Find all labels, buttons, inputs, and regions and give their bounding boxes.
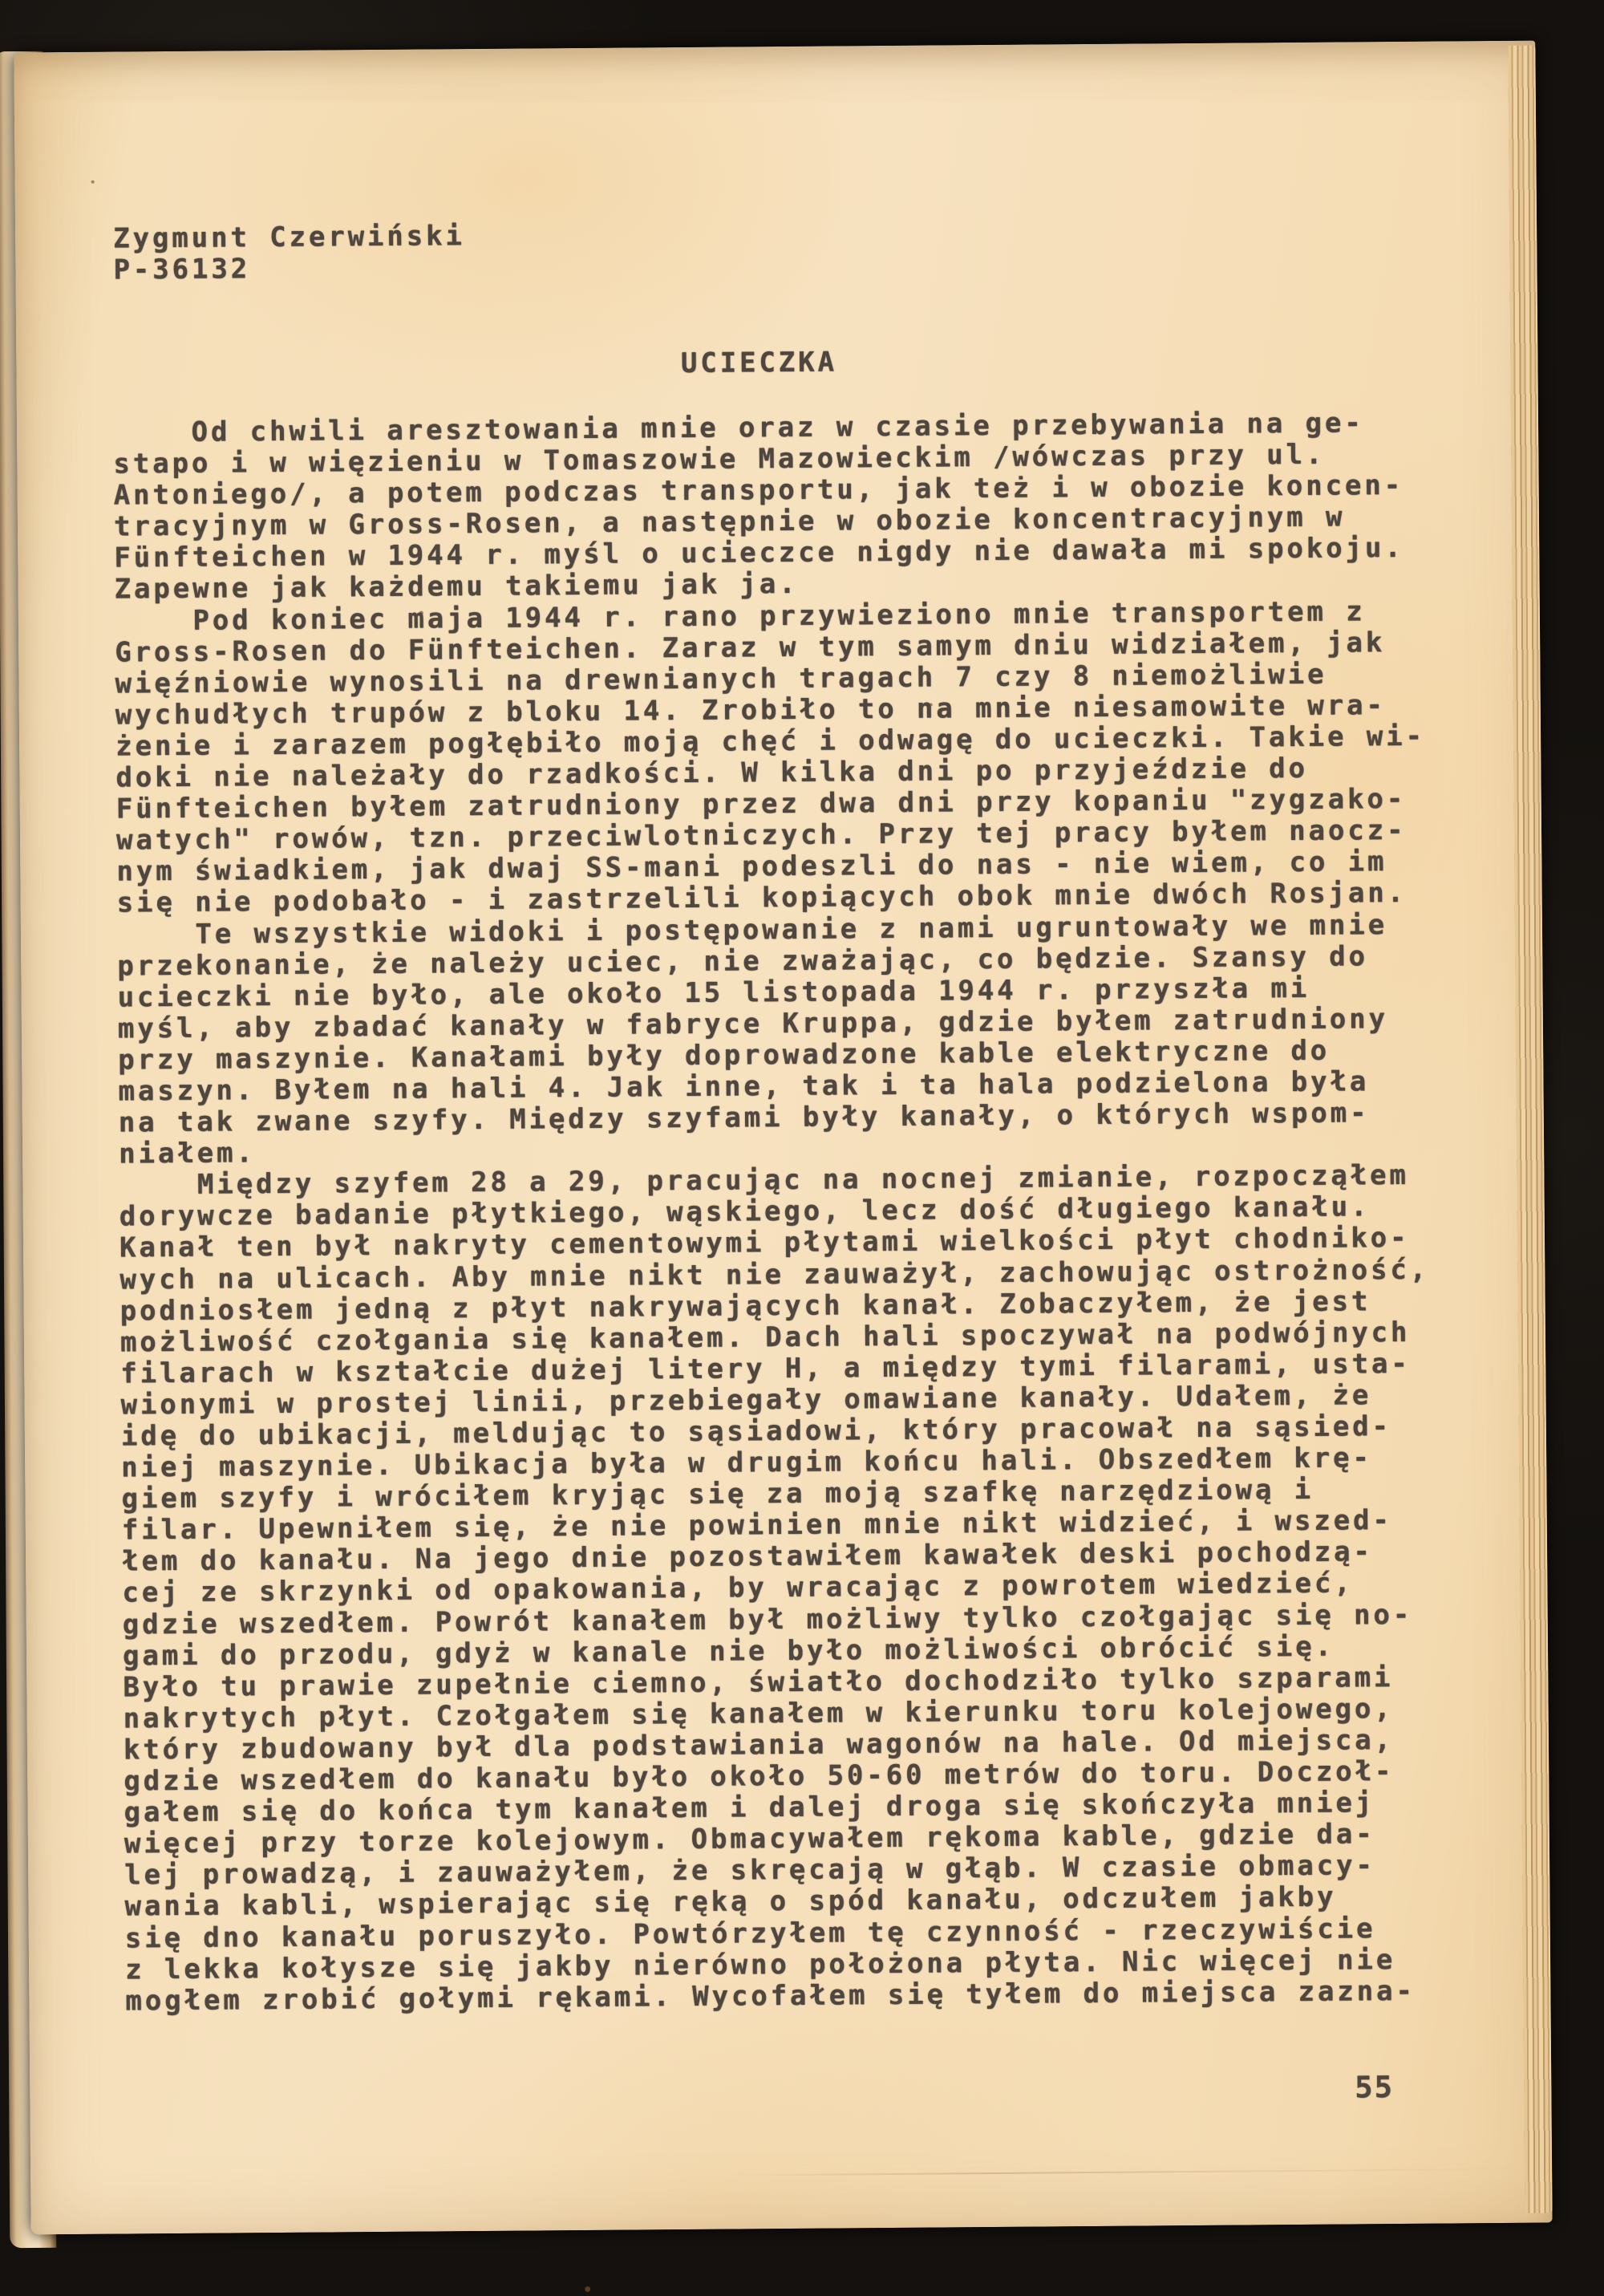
page-title: UCIECZKA bbox=[680, 346, 838, 379]
paper-speck bbox=[585, 2286, 590, 2292]
prisoner-number: P-36132 bbox=[113, 253, 251, 286]
paper-crease bbox=[731, 2168, 1521, 2176]
body-text: Od chwili aresztowania mnie oraz w czasie przebywania na ge- stapo i w więzieniu w Tomaszowie Mazowieckim /wówczas przy ul. Antoniego/, a potem podczas transportu, jak też i w obozie koncen- tracyjnym w Gross-Rosen, a następnie w obozie koncentracyjnym w Fünfteichen w 1944 r. myśl o ucieczce nigdy nie dawała mi spokoju. Zapewne jak każdemu takiemu jak ja. Pod koniec maja 1944 r. rano przywieziono mnie transportem z Gross-Rosen do Fünfteichen. Zaraz w tym samym dniu widziałem, jak więźniowie wynosili na drewnianych tragach 7 czy 8 niemożliwie wychudłych trupów z bloku 14. Zrobiło to na mnie niesamowite wra- żenie i zarazem pogłębiło moją chęć i odwagę do ucieczki. Takie wi- doki nie należały do rzadkości. W kilka dni po przyjeździe do Fünfteichen byłem zatrudniony przez dwa dni przy kopaniu "zygzako- watych" rowów, tzn. przeciwlotniczych. Przy tej pracy byłem naocz- nym świadkiem, jak dwaj SS-mani podeszli do nas - nie wiem, co im się nie podobało - i zastrzelili kopiących obok mnie dwóch Rosjan. Te wszystkie widoki i postępowanie z nami ugruntowały we mnie przekonanie, że należy uciec, nie zważając, co będzie. Szansy do ucieczki nie było, ale około 15 listopada 1944 r. przyszła mi myśl, aby zbadać kanały w fabryce Kruppa, gdzie byłem zatrudniony przy maszynie. Kanałami były doprowadzone kable elektryczne do maszyn. Byłem na hali 4. Jak inne, tak i ta hala podzielona była na tak zwane szyfy. Między szyfami były kanały, o których wspom- niałem. Między szyfem 28 a 29, pracując na nocnej zmianie, rozpocząłem dorywcze badanie płytkiego, wąskiego, lecz dość długiego kanału. Kanał ten był nakryty cementowymi płytami wielkości płyt chodniko- wych na ulicach. Aby mnie nikt nie zauważył, zachowując ostrożność, podniosłem jedną z płyt nakrywających kanał. Zobaczyłem, że jest możliwość czołgania się kanałem. Dach hali spoczywał na podwójnych filarach w kształcie dużej litery H, a między tymi filarami, usta- wionymi w prostej linii, przebiegały omawiane kanały. Udałem, że idę do ubikacji, meldując to sąsiadowi, który pracował na sąsied- niej maszynie. Ubikacja była w drugim końcu hali. Obszedłem krę- giem szyfy i wróciłem kryjąc się za moją szafkę narzędziową i filar. Upewniłem się, że nie powinien mnie nikt widzieć, i wszed- łem do kanału. Na jego dnie pozostawiłem kawałek deski pochodzą- cej ze skrzynki od opakowania, by wracając z powrotem wiedzieć, gdzie wszedłem. Powrót kanałem był możliwy tylko czołgając się no- gami do przodu, gdyż w kanale nie było możliwości obrócić się. Było tu prawie zupełnie ciemno, światło dochodziło tylko szparami nakrytych płyt. Czołgałem się kanałem w kierunku toru kolejowego, który zbudowany był dla podstawiania wagonów na hale. Od miejsca, gdzie wszedłem do kanału było około 50-60 metrów do toru. Doczoł- gałem się do końca tym kanałem i dalej droga się skończyła mniej więcej przy torze kolejowym. Obmacywałem rękoma kable, gdzie da- lej prowadzą, i zauważyłem, że skręcają w głąb. W czasie obmacy- wania kabli, wspierając się ręką o spód kanału, odczułem jakby się dno kanału poruszyło. Powtórzyłem tę czynność - rzeczywiście z lekka kołysze się jakby nierówno położona płyta. Nic więcej nie mogłem zrobić gołymi rękami. Wycofałem się tyłem do miejsca zazna- bbox=[112, 407, 1430, 2018]
paper-speck bbox=[91, 181, 95, 184]
author-block bbox=[113, 221, 465, 286]
author-name: Zygmunt Czerwiński bbox=[113, 220, 465, 255]
scanned-page bbox=[14, 41, 1552, 2235]
page-number: 55 bbox=[1355, 2070, 1395, 2105]
